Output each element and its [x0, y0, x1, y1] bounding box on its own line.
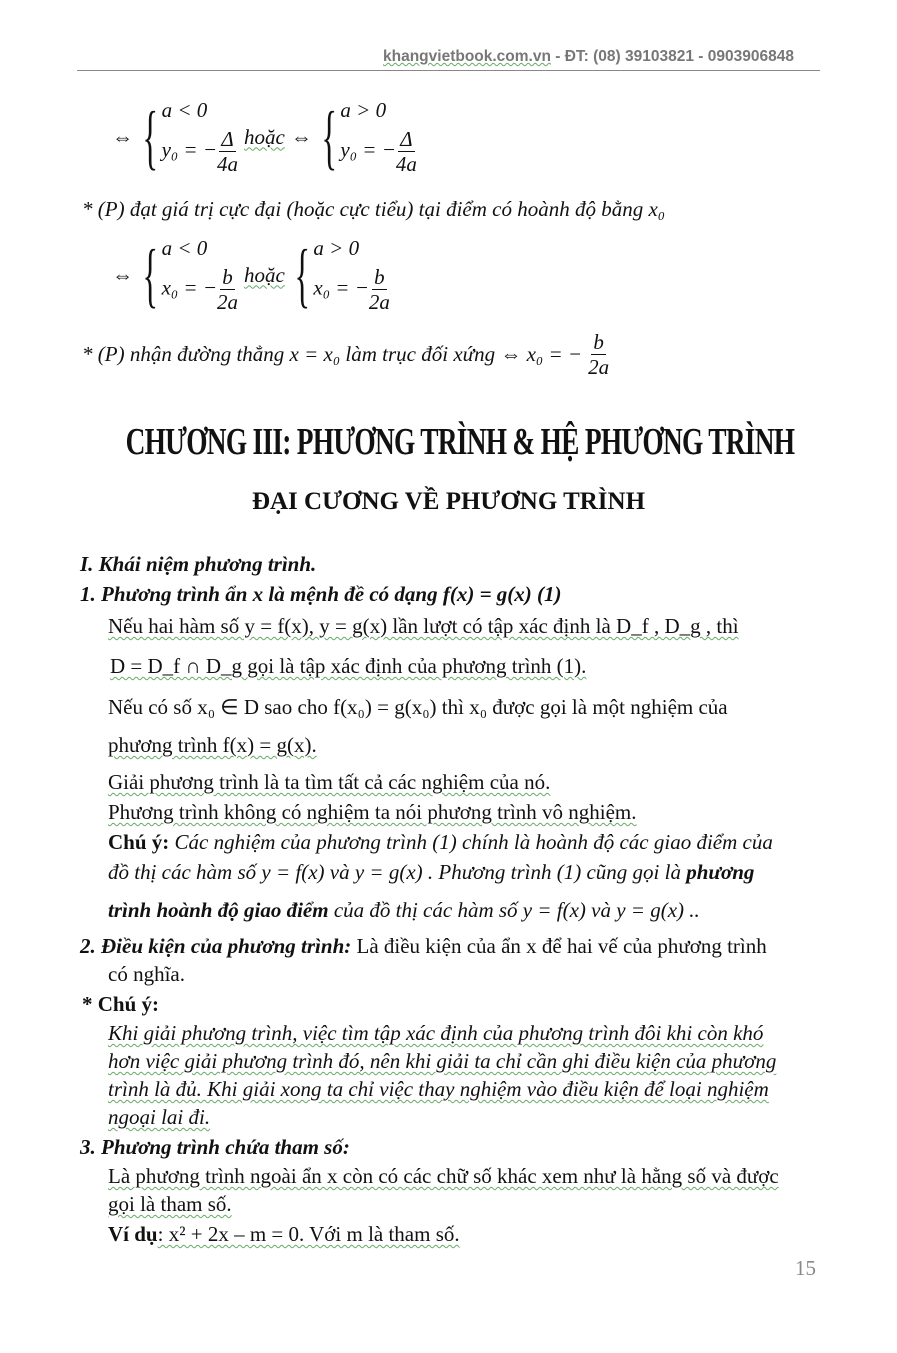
note-text: ngoại lai đi.: [108, 1105, 211, 1129]
denominator: 2a: [217, 290, 239, 315]
heading-condition: [80, 934, 767, 959]
heading-definition: 1. Phương trình ẩn x là mệnh đề có dạng f(x) = g(x) (1): [80, 582, 562, 606]
numerator: b: [593, 330, 604, 354]
denominator: 4a: [395, 152, 417, 177]
condition: a > 0: [313, 236, 360, 260]
note-bold: trình hoành độ giao điểm: [108, 898, 329, 922]
axis-text: * (P) nhận đường thẳng x = x₀ làm trục đối xứng ⇔ x₀ = −: [82, 342, 583, 367]
heading-text: Là điều kiện của ẩn x để hai vế của phương trình: [351, 934, 767, 958]
system-block-2: ⇔ { a < 0 x₀ = − $\frac{b}{2a}$ hoặc { a > 0 x₀ = − $\frac{b}{2a}$: [112, 235, 390, 316]
note-text: trình là đủ. Khi giải xong ta chỉ việc thay nghiệm vào điều kiện để loại nghiệm: [108, 1077, 769, 1101]
example-label: Ví dụ: [108, 1222, 158, 1246]
header-site[interactable]: khangvietbook.com.vn: [383, 48, 551, 65]
page-header: [383, 48, 794, 66]
note-text: hơn việc giải phương trình đó, nên khi giải ta chỉ cần ghi điều kiện của phương: [108, 1049, 777, 1073]
condition: y₀ = −: [340, 137, 396, 162]
section-title: ĐẠI CƯƠNG VỀ PHƯƠNG TRÌNH: [251, 488, 646, 515]
numerator: b: [222, 265, 233, 289]
note: [108, 860, 754, 885]
denominator: 2a: [588, 355, 610, 380]
extremum-line: * (P) đạt giá trị cực đại (hoặc cực tiểu) tại điểm có hoành độ bằng x₀: [82, 197, 666, 221]
condition: a < 0: [161, 236, 208, 260]
paragraph: Nếu hai hàm số y = f(x), y = g(x) lần lượt có tập xác định là D_f , D_g , thì: [108, 614, 739, 638]
note: [108, 898, 700, 923]
note-bold: phương: [686, 860, 755, 884]
paragraph: Phương trình không có nghiệm ta nói phương trình vô nghiệm.: [108, 800, 637, 824]
iff-symbol: ⇔: [112, 262, 133, 287]
condition: x₀ = −: [161, 275, 218, 300]
heading-parameter: 3. Phương trình chứa tham số:: [80, 1135, 350, 1159]
note-label: Chú ý:: [108, 830, 170, 854]
condition: a < 0: [161, 98, 208, 122]
heading-1: I. Khái niệm phương trình.: [80, 552, 317, 576]
example-text: : x² + 2x – m = 0. Với m là tham số.: [157, 1222, 460, 1246]
axis-line: [82, 330, 609, 379]
page-number: 15: [795, 1256, 816, 1280]
or-word: hoặc: [244, 262, 285, 287]
condition: x₀ = −: [313, 275, 369, 300]
denominator: 2a: [368, 290, 390, 315]
numerator: Δ: [221, 127, 234, 151]
condition: a > 0: [340, 98, 387, 122]
denominator: 4a: [217, 152, 239, 177]
paragraph: D = D_f ∩ D_g gọi là tập xác định của phương trình (1).: [110, 654, 587, 678]
paragraph: Giải phương trình là ta tìm tất cả các nghiệm của nó.: [108, 770, 551, 794]
numerator: Δ: [400, 127, 413, 151]
paragraph: có nghĩa.: [108, 962, 185, 986]
numerator: b: [374, 265, 385, 289]
paragraph: gọi là tham số.: [108, 1192, 232, 1216]
note-label: * Chú ý:: [82, 992, 160, 1016]
or-word: hoặc: [244, 124, 285, 149]
paragraph: Nếu có số x₀ ∈ D sao cho f(x₀) = g(x₀) thì x₀ được gọi là một nghiệm của: [108, 695, 728, 719]
header-contact: - ĐT: (08) 39103821 - 0903906848: [550, 48, 794, 65]
iff-symbol: ⇔: [112, 124, 133, 149]
note-text: Các nghiệm của phương trình (1) chính là hoành độ các giao điểm của: [169, 830, 773, 854]
heading-label: 2. Điều kiện của phương trình:: [80, 934, 352, 958]
paragraph: Là phương trình ngoài ẩn x còn có các chữ số khác xem như là hằng số và được: [108, 1164, 779, 1188]
header-rule: [77, 70, 820, 71]
note-text: đồ thị các hàm số y = f(x) và y = g(x) . Phương trình (1) cũng gọi là: [108, 860, 687, 884]
note-text: Khi giải phương trình, việc tìm tập xác định của phương trình đôi khi còn khó: [108, 1021, 764, 1045]
example: [108, 1222, 460, 1247]
note-text: của đồ thị các hàm số y = f(x) và y = g(x) ..: [328, 898, 700, 922]
system-block-1: ⇔ { a < 0 y₀ = − $\frac{\Delta}{4a}$ hoặc ⇔ { a > 0 y₀ = − $\frac{\Delta}{4a}$: [112, 97, 417, 178]
condition: y₀ = −: [161, 137, 218, 162]
paragraph: phương trình f(x) = g(x).: [108, 733, 317, 757]
note: [108, 830, 773, 855]
chapter-title: CHƯƠNG III: PHƯƠNG TRÌNH & HỆ PHƯƠNG TRÌNH: [125, 421, 795, 463]
iff-symbol: ⇔: [290, 124, 312, 149]
